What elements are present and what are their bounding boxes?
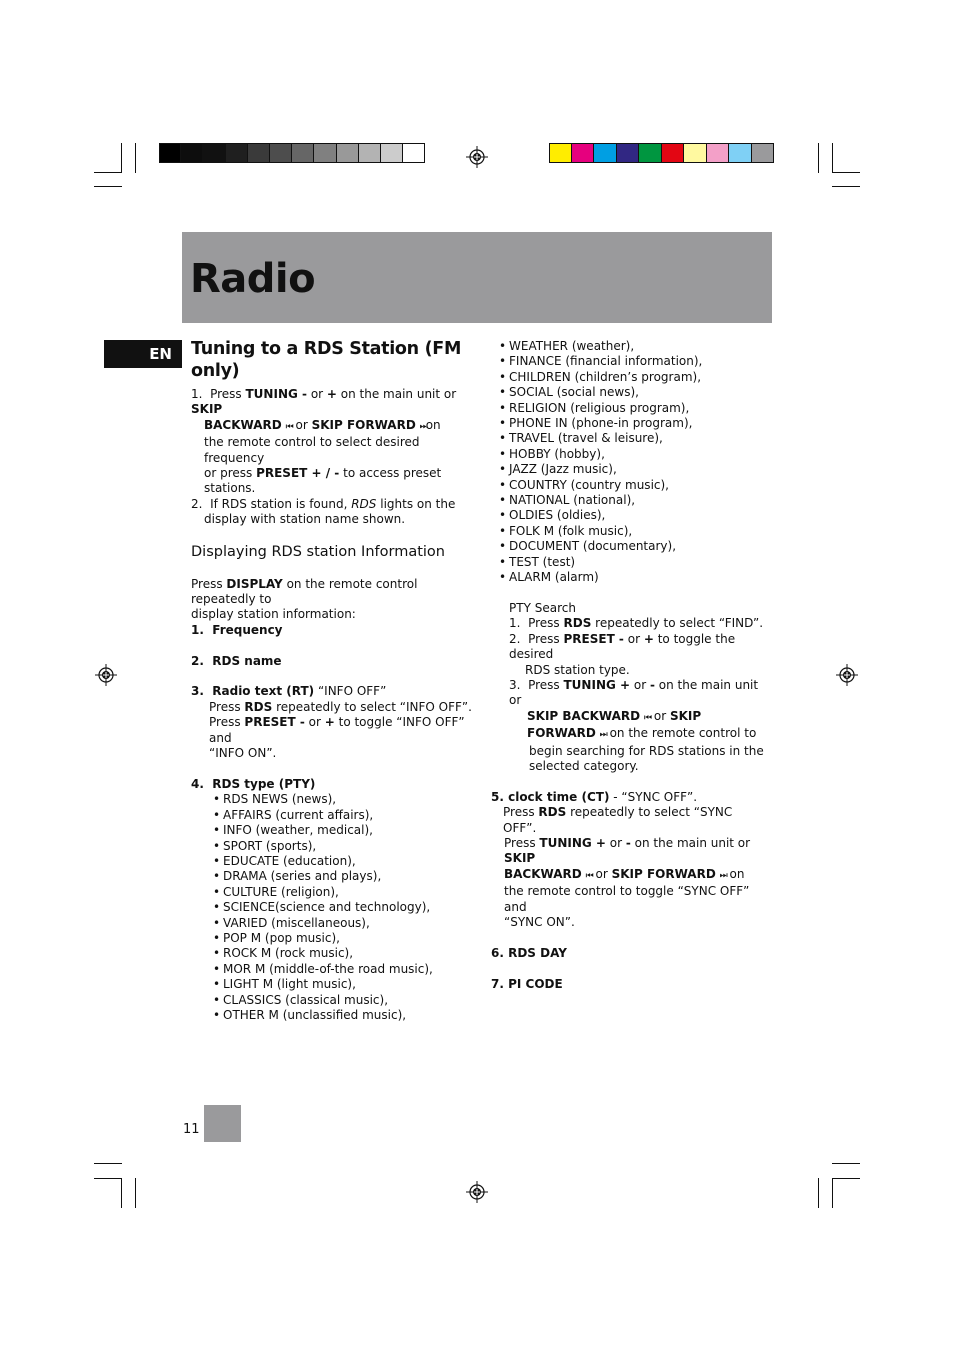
- color-swatch: [707, 143, 730, 163]
- crop-mark: [832, 143, 833, 173]
- crop-mark: [135, 1178, 136, 1208]
- crop-mark: [94, 1178, 122, 1179]
- crop-mark: [94, 186, 122, 187]
- page-title: Radio: [190, 256, 316, 302]
- crop-mark: [94, 172, 122, 173]
- list-item: • SPORT (sports),: [205, 839, 476, 854]
- list-item: • CLASSICS (classical music),: [205, 993, 476, 1008]
- list-item: • DRAMA (series and plays),: [205, 869, 476, 884]
- list-item: • RELIGION (religious program),: [491, 401, 766, 416]
- list-item: 1. Frequency: [191, 622, 283, 637]
- grayscale-swatch: [403, 143, 425, 163]
- list-item: • DOCUMENT (documentary),: [491, 539, 766, 554]
- list-item: • TRAVEL (travel & leisure),: [491, 431, 766, 446]
- crop-mark: [832, 186, 860, 187]
- grayscale-swatch: [159, 143, 181, 163]
- left-column: Tuning to a RDS Station (FM only) 1. Press TUNING - or + on the main unit or SKIP BACKWARD ⏮ or SKIP FORWARD ⏭on the remote control to select desired frequency or press PRESET + / - to access preset stations. 2. If RDS station is found, RDS lights on the display with station name shown. Displaying RDS station Information Press DISPLAY on the remote control repeatedly to display station information: 1. Frequency 2. RDS name 3. Radio text (RT) “INFO OFF” Press RDS repeatedly to select “INFO OFF”. Press PRESET - or + to toggle “INFO OFF” and “INFO ON”. 4. RDS type (PTY) • RDS NEWS (news), • AFFAIRS (current affairs), • INFO (weather, medical), • SPORT (sports), • EDUCATE (education), • DRAMA (series and plays), • CULTURE (religion), • SCIENCE(science and technology), • VARIED (miscellaneous), • POP M (pop music), • ROCK M (rock music), • MOR M (middle-of-the road music), • LIGHT M (light music), • CLASSICS (classical music), • OTHER M (unclassified music),: [191, 338, 476, 1023]
- list-item: • NATIONAL (national),: [491, 493, 766, 508]
- list-item: • WEATHER (weather),: [491, 339, 766, 354]
- list-item: 7. PI CODE: [491, 976, 563, 991]
- grayscale-swatch: [181, 143, 203, 163]
- step-1: 1. Press TUNING - or + on the main unit or SKIP: [191, 387, 457, 417]
- page-number: 11: [183, 1122, 200, 1137]
- list-item: • MOR M (middle-of-the road music),: [205, 962, 476, 977]
- crop-mark: [818, 143, 819, 173]
- grayscale-swatch: [203, 143, 225, 163]
- section-heading: Tuning to a RDS Station (FM only): [191, 339, 462, 381]
- list-item: • COUNTRY (country music),: [491, 478, 766, 493]
- subheading: Displaying RDS station Information: [191, 543, 445, 560]
- grayscale-swatch: [292, 143, 314, 163]
- crop-mark: [121, 143, 122, 173]
- color-swatch: [639, 143, 662, 163]
- skip-backward-icon: ⏮: [285, 421, 292, 432]
- grayscale-swatch: [226, 143, 248, 163]
- list-item: • RDS NEWS (news),: [205, 792, 476, 807]
- right-column: • WEATHER (weather), • FINANCE (financial information), • CHILDREN (children’s program), • SOCIAL (social news), • RELIGION (religious program), • PHONE IN (phone-in program), • TRAVEL (travel & leisure), • HOBBY (hobby), • JAZZ (Jazz music), • COUNTRY (country music), • NATIONAL (national), • OLDIES (oldies), • FOLK M (folk music), • DOCUMENT (documentary), • TEST (test) • ALARM (alarm) PTY Search 1. Press RDS repeatedly to select “FIND”. 2. Press PRESET - or + to toggle the desired RDS station type. 3. Press TUNING + or - on the main unit or SKIP BACKWARD ⏮ or SKIP FORWARD ⏭ on the remote control to begin searching for RDS stations in the selected category. 5. clock time (CT) - “SYNC OFF”. Press RDS repeatedly to select “SYNC OFF”. Press TUNING + or - on the main unit or SKIP BACKWARD ⏮ or SKIP FORWARD ⏭ on the remote control to toggle “SYNC OFF” and “SYNC ON”. 6. RDS DAY 7. PI CODE: [491, 339, 766, 992]
- registration-mark-icon: [836, 664, 858, 686]
- skip-backward-icon: ⏮: [643, 712, 651, 723]
- list-item: • JAZZ (Jazz music),: [491, 462, 766, 477]
- list-item: 2. RDS name: [191, 653, 282, 668]
- color-swatch: [549, 143, 572, 163]
- list-item: • HOBBY (hobby),: [491, 447, 766, 462]
- page-tab: [204, 1105, 241, 1142]
- skip-forward-icon: ⏭: [599, 730, 606, 741]
- language-label: EN: [149, 345, 172, 363]
- grayscale-swatch: [270, 143, 292, 163]
- grayscale-swatch: [337, 143, 359, 163]
- list-item: • VARIED (miscellaneous),: [205, 916, 476, 931]
- crop-mark: [832, 1178, 833, 1208]
- pty-search-label: PTY Search: [509, 600, 576, 615]
- registration-mark-icon: [466, 1181, 488, 1203]
- list-item: • ROCK M (rock music),: [205, 946, 476, 961]
- grayscale-swatch: [248, 143, 270, 163]
- list-item: • TEST (test): [491, 555, 766, 570]
- color-swatch: [617, 143, 640, 163]
- list-item: • ALARM (alarm): [491, 570, 766, 585]
- list-item: • OLDIES (oldies),: [491, 508, 766, 523]
- color-swatch: [752, 143, 775, 163]
- list-item: • POP M (pop music),: [205, 931, 476, 946]
- step-2: 2. If RDS station is found, RDS lights on the: [191, 496, 456, 511]
- color-swatch: [729, 143, 752, 163]
- list-item: 3. Radio text (RT) “INFO OFF”: [191, 684, 387, 699]
- list-item: • PHONE IN (phone-in program),: [491, 416, 766, 431]
- list-item: • FINANCE (financial information),: [491, 354, 766, 369]
- list-item: • INFO (weather, medical),: [205, 823, 476, 838]
- registration-mark-icon: [466, 146, 488, 168]
- list-item: • FOLK M (folk music),: [491, 524, 766, 539]
- grayscale-swatch: [314, 143, 336, 163]
- list-item: 6. RDS DAY: [491, 945, 567, 960]
- skip-backward-icon: ⏮: [585, 870, 592, 881]
- crop-mark: [135, 143, 136, 173]
- crop-mark: [832, 1178, 860, 1179]
- title-banner: [182, 232, 772, 323]
- pty-list: [491, 339, 766, 586]
- list-item: • AFFAIRS (current affairs),: [205, 808, 476, 823]
- list-item: • SCIENCE(science and technology),: [205, 900, 476, 915]
- list-item: 5. clock time (CT) - “SYNC OFF”.: [491, 789, 698, 804]
- list-item: • CHILDREN (children’s program),: [491, 370, 766, 385]
- crop-mark: [832, 172, 860, 173]
- grayscale-swatch: [359, 143, 381, 163]
- skip-forward-icon: ⏭: [719, 870, 726, 881]
- color-swatch: [662, 143, 685, 163]
- list-item: • OTHER M (unclassified music),: [205, 1008, 476, 1023]
- crop-mark: [94, 1163, 122, 1164]
- color-swatch: [684, 143, 707, 163]
- crop-mark: [121, 1178, 122, 1208]
- pty-list: [191, 792, 476, 1023]
- list-item: • SOCIAL (social news),: [491, 385, 766, 400]
- skip-forward-icon: ⏭: [419, 421, 426, 432]
- language-tab: [104, 340, 182, 368]
- color-swatch: [594, 143, 617, 163]
- registration-mark-icon: [95, 664, 117, 686]
- list-item: • LIGHT M (light music),: [205, 977, 476, 992]
- grayscale-swatch: [381, 143, 403, 163]
- color-swatch: [572, 143, 595, 163]
- list-item: • EDUCATE (education),: [205, 854, 476, 869]
- crop-mark: [818, 1178, 819, 1208]
- crop-mark: [832, 1163, 860, 1164]
- list-item: 4. RDS type (PTY): [191, 776, 316, 791]
- list-item: • CULTURE (religion),: [205, 885, 476, 900]
